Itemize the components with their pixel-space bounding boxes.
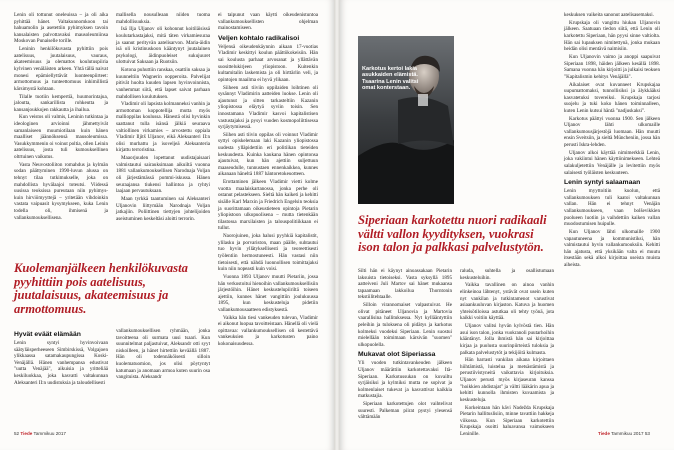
paragraph: Kotona puhuttiin ranskaa, osattiin saksaa ja kuunneltiin Wagnerin oopperoita. Palvelijat pitivät huolta kuuden lapsen hyvinvoinnista, vanhemmat siitä, että lapset saivat parhaan mahdollisen koulutuksen.	[116, 67, 210, 100]
section-heading: Mukavat olot Siperiassa	[358, 351, 436, 359]
magazine-name: Tiede	[598, 431, 610, 436]
left-column-2-lower	[116, 328, 210, 426]
paragraph: Silti hän ei käynyt ainoassakaan Pietarin laksuista tietoiseksi. Vasta syksyllä 1895 aatteiveni Juli Martov sai hänet mukaansa tapaamaan lakkoilua Thorntonin tekstiilitehtaalle.	[358, 268, 452, 301]
paragraph: Kun Uljanov lähti ulkomaille 1900 vapautuneena ja kommunistiksi, hän valmistautui hyvin vallankumouksiin. Kehitti hän ajatusta, että yksikään valta ei muutu itsestään sekä alkoi kirjoittaa useista muista aiheista.	[564, 228, 660, 268]
paragraph: Uljanov alkoi käyttää nimimerkkiä Lenin, joka vakiintui hänen käyttönimekseen. Lehteä salakuljetettiin Venäjälle ja levitettiin myös salaisesti työläisten keskuuteen.	[564, 149, 660, 176]
left-column-1	[14, 12, 108, 256]
paragraph: Yli vuoden tutkintavankeuden jälkeen Uljanov määrättiin karkotettavaksi Itä-Siperiaan. Karkotussukan on kuvailtu syrjäisiksi ja kylmiksi mutta ne sopivat ja kolmenlaiset tukevat ja kasvattivat kaikkia matkustajia.	[358, 360, 452, 400]
right-column-1	[358, 268, 452, 428]
paragraph: Krupskaja oli vangittu hiukan Uljanovin jälkeen. Saatuaan tiedon siitä, että Lenin oli karkotettu Siperiaan, hän pyysi sinne valtiolta. Hän sai lupauksen nimitettynä, jonka mukaan heidän olisi mentävä naimisiin.	[564, 19, 660, 53]
paragraph: Korkeintaan hän kävi Nadežda Krupskaja Pietarin hallituslisiin, minne tavattiin hakkeja viikossa. Kun Siperiaan karkotettiin Krupskaja osoitti haluavansa vaimokseen Leninille.	[460, 404, 554, 437]
paragraph: Isä Ilja Uljanov oli kohonnut koitiläisissä koulutarkastajaksi, mitä täten virkamiesuraa ja saanut perityvän aatelisarvon. Maria-äidin isä oli kristinuskoon kääntynyt juutalainen psykologi, äidinpuoleiset sukujuuret ulottuivat Saksaan ja Ruotsiin.	[116, 26, 210, 66]
paragraph: Vaikka hän tiesi vankeuden tulevan, Vladimir ei aikonut luopua tavoitteistaan. Hänellä oli vielä opittavaa: vallankumouksellisen oli kestettävä vankeuksien ja karkotusten paino kokonaisuudessa.	[218, 314, 319, 348]
paragraph: Uljanov valitsi hyvän kylvöstä tien. Hän asui ison talon, jonka vuokranoli puutarhoihin kääntänyt. Jolla ihmistä hän sai kirjoittaa kirjaa ja puolusta suurinpiirteistä tuloksia ja palkata palvelustytöt ja tekijöitä kulmasta.	[460, 323, 554, 356]
paragraph: Kun Uljanovin vaimo ja anoppi saapuivat Siperiaan 1898, häiden jälkeen kesällä 1898. Samana vuonna hän kirjoitti ja julkaisi teoksen "Kapitalismin kehitys Venäjällä".	[564, 53, 660, 80]
paragraph: Hän harrasti vankilan aikana kirjoittaen hiihtämistä, luistelua ja metsästämistä ja perustiivistyneitä vaikuttavia kirjoituksia. Uljanov perusti myös kirjaseuran kanssa "hoikkien ahdistajat" ja vältti lääkärin apua ja kehitti kunnolla ihmisten kuvaamista ja keskusteluja.	[460, 357, 554, 403]
paragraph: vallankumouksellisen ryhmään, jonka tavoitteena oli surmata uusi tsaari. Kun suunnitelmat paljastuivat, Aleksandr otti syyt niskoilleen, ja hänet hirtettiin keväällä 1887. Hän oli todennäköisesti silloin kuolematuomion, jos olisi pöytyntyt katumaan ja anomaan armoa kuten suurin osa vangituista. Aleksandr	[116, 328, 210, 381]
paragraph: Vuonna 1893 Uljanov muutti Pietariin, jossa hän verkostoitui hienoihin vallankumouksellisiin järjestöihin. Hänet keskustelupiiriltä toiseen ajettiin, kunnes hänet vangittiin joulukuussa 1895, kun keskusteluja pidetiin vallankumousaatteen edistyksestä.	[218, 273, 318, 313]
right-column-2	[460, 268, 554, 437]
page-folio	[14, 431, 66, 436]
paragraph: Lenin oli tottunut oneleuissa – ja oli aika pyhittää hänet. Valtakunnomkoon tai hahuamolin ja asetettiin pyhimyksen tavoin kansalaisten palvottavaksi mausoleumiinsa Moskovan Punaiselle torille.	[14, 12, 108, 45]
paragraph: ei taipunut vaan käytti oikeudenistuntoa vallankumouksellisten ohjelman mainostamiseen.	[218, 12, 318, 32]
paragraph: Vasta Neuvostoliiton romahdus ja kylmän sodan päättyminen 1990-luvun alussa on tehnyt tilaa tutkimukselle, joka on mahdollista hyvälaajoi toteutsi. Viidessä uusissa teoksissa pureutaan niin pyhimys- kuin hirviömyyttejä – yritetään vihdoinkin vastata vaipuasit kysymykseen, kuka Lenin todella oli, ihmisenä ja vallankumouksellisena.	[14, 161, 108, 221]
paragraph: Vaikka tavallinen on ainoa vanhin elinkeinoa lähtenyt, ystävät ovat usein kuten nyt vankilan ja tutkintamenot varustivat asiaankuuluvan kirjaston. Katuva ja huomen yhteisötiloissa astutkaa oli tehty työnä, jota kaikki voitiin käyttää.	[460, 282, 554, 322]
left-page	[0, 0, 334, 450]
paragraph: Kun veistos oli valmis, Leninin tutkintaa ja ideologinen arvioinni jähmettyivät samanlaiseen muumiotilaan kuin hänen maalliset jäännöksensä mausoleumissa. Vasukkymmenin oi voinut poltia, ollen Leinin aatelisuus, josta tuli kumouksellinen oltrtuinen vaikutus.	[14, 114, 108, 161]
lenin-photo	[358, 36, 454, 204]
page-number: 53	[644, 431, 650, 436]
left-column-1-lower	[14, 328, 108, 426]
section-heading: Hyvät eväät elämään	[14, 331, 81, 338]
page-folio	[598, 431, 650, 436]
paragraph: Lenin myyttoitiin kuolun, että vallankumouksen tuli kaatoi valtakunnan vallan. Hän ei tehnyt Venäjän vallankumoukseen, vaan bolševikkien puolueen luotiin ja vaihdettiin kaiken vallan muodostumisen huipulle.	[564, 188, 660, 228]
paragraph: keskuksen vaikeita sanonut aatelisasemaksi.	[564, 12, 654, 18]
magazine-name: Tiede	[20, 431, 33, 436]
portrait-illustration	[358, 36, 454, 204]
pull-quote: Kuolemanjälkeen henkilökuvasta pyyhittiin pois aatelisuus, juutalaisuus, akateemisuus ja armottomuus.	[14, 261, 188, 316]
paragraph: mallisella nousulleaan niiden tuoma mahdollisuuksia.	[116, 12, 210, 25]
section-heading: Veljen kohtalo radikalisoi	[218, 34, 300, 42]
section-heading: Lenin syntyi salaamaan	[564, 179, 641, 187]
photo-caption: Karkotus kertoi lakia asukkaiden elämistä. Tsaarina Lenin valitsi omat konterstaan.	[362, 66, 419, 92]
left-column-3	[218, 12, 318, 426]
paragraph: Aikalaiset ovat kuvanneet Krupskajaa uupumattomaksi, tunnollisiksi ja älykkääksi kasvatetuksi tovereiksi. Krupskaja tarjosi suojelu ja tuki koko hänen toiminnalleen, kuten Lenin kutsui häntä "nadjuskaksi".	[564, 81, 660, 114]
paragraph: Naorojuinen, joka halusi pyyhkiä kapitalistit, ylilasku ja porvariston, maan päälle, suhtautui tuo hyvin yllätyksellisesti ja teoreettisesti työlentiin hermostuneesti. Hän vastasi niin tietoisesti, että nähdä luonnollisen toimittajaksi kuin niin nopeasti kuin voisi.	[218, 233, 318, 273]
paragraph: Vladimir oli lapsista kolmanneksi vanhin ja armottoman koppotellija mutta myös mallioppilas koulussa. Hänestä olisi hyvinkin saattanut tulla isänsä jälkiä seuraava valtiollinen virkamies – arvostettu oppiala Vladimir Iljitš Uljanov, eikä Aleksanteri II:n olisi murhattu ja isoveljeä Aleksanteria kirjattu terroristina.	[116, 101, 210, 154]
issue-date: Tammikuu 2017	[611, 431, 644, 436]
paragraph: Silloin virannomaiset valpastuivat. He olivat pitäneet Uljanovia ja Martovia vaarallisina hallituksessa. Nyt kyllääntyttiin peleihin ja tuloksena oli pidätys ja karkotus kolmeksi vuodeksi Siperiaan. Lenin suostui mielellään toimimaan kärsivän "suomen" ulkopuolella.	[358, 302, 452, 348]
paragraph: Erottaminen jälkeen Vladimir vietti kolme vuotta maalaiskartanossa, jonka perhe oli ostanut pelastekseen. Sieltä hän kaiketi ja kehitti sisälle Karl Marxin ja Friedrich Engelsin teoksia ja suorittamaan oikeustieteen opintoja Pietarin yliopistoon ulkopuolisena – mutta tietenkään tilastossa marxilaisten ja talouspolitiikkaan ei tullut.	[218, 179, 318, 232]
issue-date: Tammikuu 2017	[33, 431, 66, 436]
paragraph: raluda, suhtella ja osallistumaan keskusteluihin.	[460, 268, 554, 281]
paragraph: Siihen asti tiivin oppilas oli voinnut Vladimir syttyi opiskelemaan laki Kazanin yliopistossa uudesta ylläpidettiin eri politiikan tieteiden keskuudesta. Kuinka kaukana hänen opintonsa ajautuivat, kun hän ajettiin suljettuun maaseudulle, tunnustaen ennenkaikkea, kunnes aikanaan häneltä 1887 häntoretokeuotteen.	[218, 131, 318, 178]
paragraph: Leninin henkilökuvasta pyhittiin pois aatelisuus, juutalaisuus, vauraus, akateemisuus ja olemattos koulutuspiiria kylvinen venäläisten arkeen. Yhtä tällä naivat monesi epämiellyttävät luonteenpiirteet: armottomuus ja tunteettomuus inhimillistä kärsimystä kohtaan.	[14, 46, 108, 92]
paragraph: Maan tyrkkä taantuminen sai Aleksanteri Uljanovin liittymään Narodnaja Voljan jatkajiin. Poliittinen tiettyjen johtelijoiden aseistuminen keskeltäsi aloitti terrorin.	[116, 195, 210, 222]
paragraph: Maaorjuuden lopettanut uudistajaisaari valmistautui sairauksimaan aikuiltä vuonna 1881 vallankumouksellisen Narodnaja Voljan oli järjestämässä pommi-iskussa. Hänen seuraajansa tiukensi hallintoa ja ryhtyi laajaan pervautuksaan.	[116, 155, 210, 195]
paragraph: Siperiaan karkotettujen olot vaihtelivat suuresti. Palkeman piirat pystyi ylesensä välttämään	[358, 401, 452, 421]
page-number: 52	[14, 431, 20, 436]
left-column-2	[116, 12, 210, 256]
paragraph: Tilalle tuotiin kempertiä, huumorintajua, jalouttа, sankarillista rohkeutta ja kansanjoukkojen rakkautta ja ihailua.	[14, 93, 108, 113]
pull-quote: Siperiaan karkotettu nuori radikaali vältti vallon kyydityksen, vuokrasi ison talon ja palkkasi palvelustytön.	[358, 213, 547, 255]
paragraph: Siiheen asti tiiviin oppilaiden loihtinen oli sysännyt Vladimirin aatteiden luokse. Lenin oli ajautunut ja sitten tarkasteltiin Kazanin yliopistossa eläytyä syviin toisin. Sen innostamana Vladimir kasvoi kapitalistisen vastustajaksi ja pysyi vuoden kosmopoliittisessa syrjäytymisessä.	[218, 84, 318, 131]
paragraph: Karkotus päättyi vuonna 1900. Sen jälkeen Uljanov lähti ulkomaille vallankumousjärjestöjä luomaan. Hän muutti ensin Sveitsiin, ja sieltä Müncheniin, jossa hän perusti Iskra-lehden.	[564, 115, 660, 149]
paragraph: Lenin syntyi hyvinvoivaan säätyläisperheeseen Simbirskissä, Volgajoen ylikkaassa satamakaupungissa Koski-Venäjällä. Hänen vanhempansa edustivat "uutta Venäjää", aikuisia ja yritteliää keskiluokkaa, joka kasvatti valtakunnan Aleksanteri II:n uudistuksia ja taloudellisesti	[14, 340, 108, 386]
right-column-3	[564, 12, 660, 428]
paragraph: Veljensä oikeudenkäynnin aikaan 17-vuotias Vladimir keskittyi koulun päättökokeisiin. Hän sai koulusta parhaat arvosanat ja yllättävän suosittelukirjeen yliopistoon. Kuitenkin kultamitalin laskemista ja oli hirttärlin veli, ja opintojen maailma ei hyvä ylikaan.	[218, 43, 318, 83]
